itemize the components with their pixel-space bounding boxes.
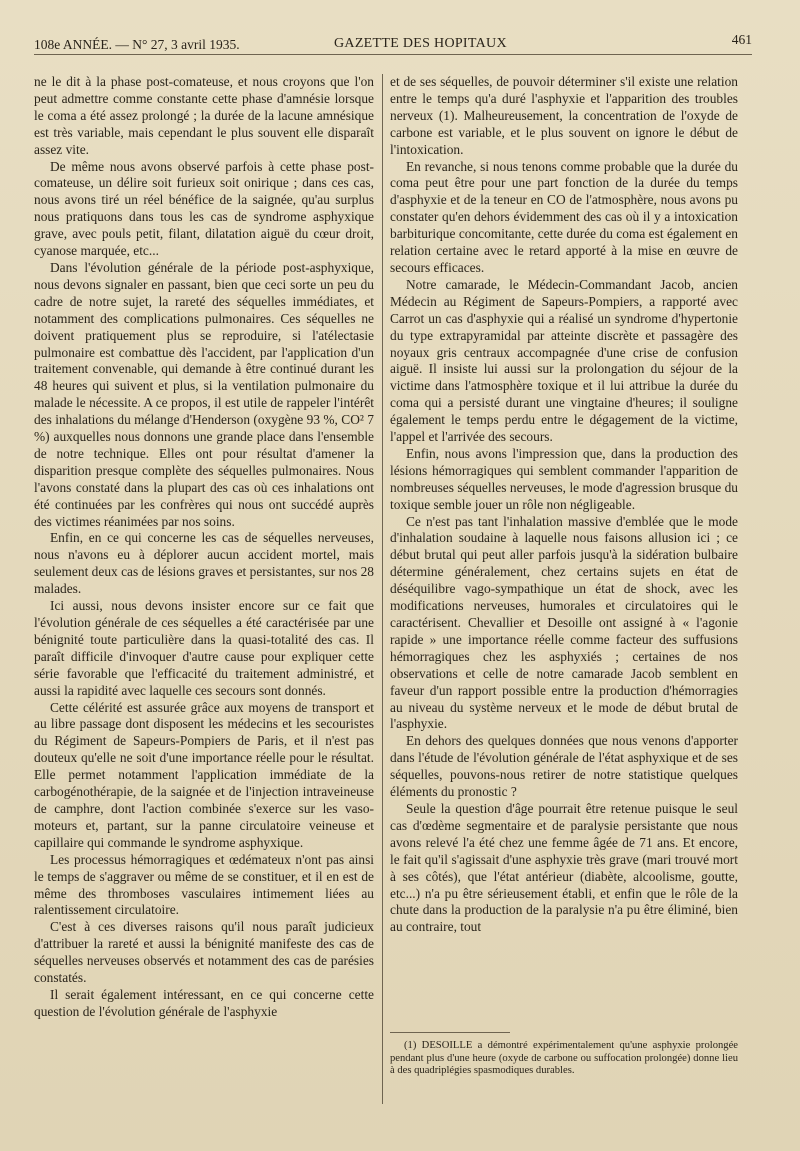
right-column [390,74,738,936]
footnote [390,1040,738,1078]
footnote-rule [390,1032,510,1033]
paragraph: En revanche, si nous tenons comme probable que la durée du coma peut être pour une part fonction de la durée du temps d'asphyxie et de la teneur en CO de l'atmosphère, nous avons pu constater qu'en dehors évidemment des cas où il y a intoxication barbiturique concomitante, cette durée du coma est également en relation certaine avec le retard apporté à la mise en œuvre de secours efficaces. [390,158,738,275]
paragraph: Ici aussi, nous devons insister encore sur ce fait que l'évolution générale de ces séquelles a été caractérisée par une bénignité toute particulière dans la quasi-totalité des cas. Il paraît difficile d'invoquer d'autre cause pour expliquer cette série favorable que l'efficacité du traitement administré, et aussi la rapidité avec laquelle ces secours sont donnés. [34,598,374,698]
journal-title: GAZETTE DES HOPITAUX [334,36,507,51]
paragraph: En dehors des quelques données que nous venons d'apporter dans l'étude de l'évolution générale de l'état asphyxique et de ses séquelles, pouvons-nous retirer de notre statistique quelques éléments du pronostic ? [390,733,738,800]
paragraph: Dans l'évolution générale de la période post-asphyxique, nous devons signaler en passant, bien que ceci sorte un peu du cadre de notre sujet, la rareté des séquelles immédiates, et notamment des complications pulmonaires. Ces séquelles ne doivent pratiquement plus se reproduire, si l'atélectasie pulmonaire est combattue dès l'accident, par l'application d'un traitement convenable, qui demande à être continué durant les 48 heures qui suivent et plus, si la ventilation pulmonaire du malade le nécessite. A ce propos, il est utile de rappeler l'intérêt des inhalations du mélange d'Henderson (oxygène 93 %, CO² 7 %) auxquelles nous donnons une grande place dans l'ensemble de notre technique. Elles ont pour résultat d'amener la disparition presque complète des séquelles pulmonaires. Nous l'avons constaté dans la plupart des cas où ces inhalations ont été continuées par les confrères qui nous ont succédé auprès des victimes réanimées par nos soins. [34,259,374,529]
left-column [34,74,374,1021]
paragraph: Cette célérité est assurée grâce aux moyens de transport et au libre passage dont disposent les médecins et les secouristes du Régiment de Sapeurs-Pompiers de Paris, et il n'est pas douteux qu'elle ne soit d'une importance réelle pour le résultat. Elle permet notamment l'application immédiate de la carbogénothérapie, de la saignée et de l'injection intraveineuse de camphre, dont l'action combinée s'exerce sur les vaso-moteurs et, partant, sur la panne circulatoire veineuse et capillaire qui commande le syndrome asphyxique. [34,699,374,850]
paragraph: C'est à ces diverses raisons qu'il nous paraît judicieux d'attribuer la rareté et aussi la bénignité manifeste des cas de séquelles nerveuses observés et notamment des cas de parésies constatés. [34,919,374,986]
column-divider [382,74,383,1104]
paragraph: Il serait également intéressant, en ce qui concerne cette question de l'évolution générale de l'asphyxie [34,986,374,1019]
paragraph: De même nous avons observé parfois à cette phase post-comateuse, un délire soit furieux soit onirique ; dans ces cas, nous avons tiré un réel bénéfice de la saignée, qu'au surplus nous pratiquons dans tous les cas de syndrome asphyxique grave, avec pouls petit, filant, dilatation aiguë du cœur droit, cyanose marquée, etc... [34,158,374,259]
footnote-text: (1) DESOILLE a démontré expérimentalement qu'une asphyxie prolongée pendant plus d'une heure (oxyde de carbone ou suffocation prolongée) donne lieu à des quadriplégies spasmodiques durables. [390,1040,738,1077]
paragraph: Enfin, nous avons l'impression que, dans la production des lésions hémorragiques qui semblent commander l'apparition de nombreuses séquelles nerveuses, le mode d'agression brusque du toxique semble jouer un rôle non négligeable. [390,445,738,512]
paragraph: Les processus hémorragiques et œdémateux n'ont pas ainsi le temps de s'aggraver ou même de se constituer, et il en est de même des thromboses vasculaires intimement liées au ralentissement circulatoire. [34,851,374,918]
paragraph: Enfin, en ce qui concerne les cas de séquelles nerveuses, nous n'avons eu à déplorer aucun accident mortel, mais seulement deux cas de lésions graves et persistantes, sur nos 28 malades. [34,530,374,597]
paragraph: Seule la question d'âge pourrait être retenue puisque le seul cas d'œdème segmentaire et de paralysie persistante que nous avons relevé l'a été chez une femme âgée de 71 ans. Et encore, le fait qu'il s'agissait d'une asphyxie très grave (mari trouvé mort à ses côtés), que l'état antérieur (diabète, alcoolisme, goutte, etc...) n'a pu être sérieusement établi, et enfin que le rôle de la chute dans la production de la paralysie n'a pu être éliminé, bien au contraire, tout [390,800,738,935]
paragraph: Ce n'est pas tant l'inhalation massive d'emblée que le mode d'inhalation soudaine à laquelle nous faisons allusion ici ; ce début brutal qui peut aller parfois jusqu'à la sidération bulbaire détermine généralement, chez certains sujets en état de déséquilibre vago-sympathique un état de shock, avec les modifications nerveuses, humorales et circulatoires qui le caractérisent. Chevallier et Desoille ont assigné à « l'agonie rapide » une importance réelle comme facteur des suffusions hémorragiques chez les asphyxiés ; certaines de nos observations et celle de notre camarade Jacob semblent en faveur d'un rapport possible entre la production d'hémorragies au niveau du système nerveux et le mode de début brutal de l'asphyxie. [390,513,738,732]
page-number: 461 [731,32,752,47]
page-header [34,32,752,55]
issue-info: 108e ANNÉE. — N° 27, 3 avril 1935. [34,37,240,52]
paragraph: Notre camarade, le Médecin-Commandant Jacob, ancien Médecin au Régiment de Sapeurs-Pompiers, a rapporté avec Carrot un cas d'asphyxie qui a réalisé un syndrome d'hypertonie du type extrapyramidal par atteinte discrète et passagère des noyaux gris centraux accompagnée d'une crise de confusion aiguë. Il insiste lui aussi sur la prolongation du séjour de la victime dans l'atmosphère toxique et il lui attribue la durée du coma qui a persisté durant une vingtaine d'heures; il souligne également le temps perdu entre le dégagement de la victime, l'appel et l'arrivée des secours. [390,276,738,445]
paragraph: ne le dit à la phase post-comateuse, et nous croyons que l'on peut admettre comme constante cette phase d'amnésie lorsque le coma a été assez prolongé ; la durée de la lacune amnésique est très variable, mais cependant le plus souvent elle disparaît assez vite. [34,74,374,157]
paragraph: et de ses séquelles, de pouvoir déterminer s'il existe une relation entre le temps qu'a duré l'asphyxie et l'apparition des troubles nerveux (1). Malheureusement, la concentration de l'oxyde de carbone est variable, et le plus souvent on ignore le début de l'intoxication. [390,74,738,157]
